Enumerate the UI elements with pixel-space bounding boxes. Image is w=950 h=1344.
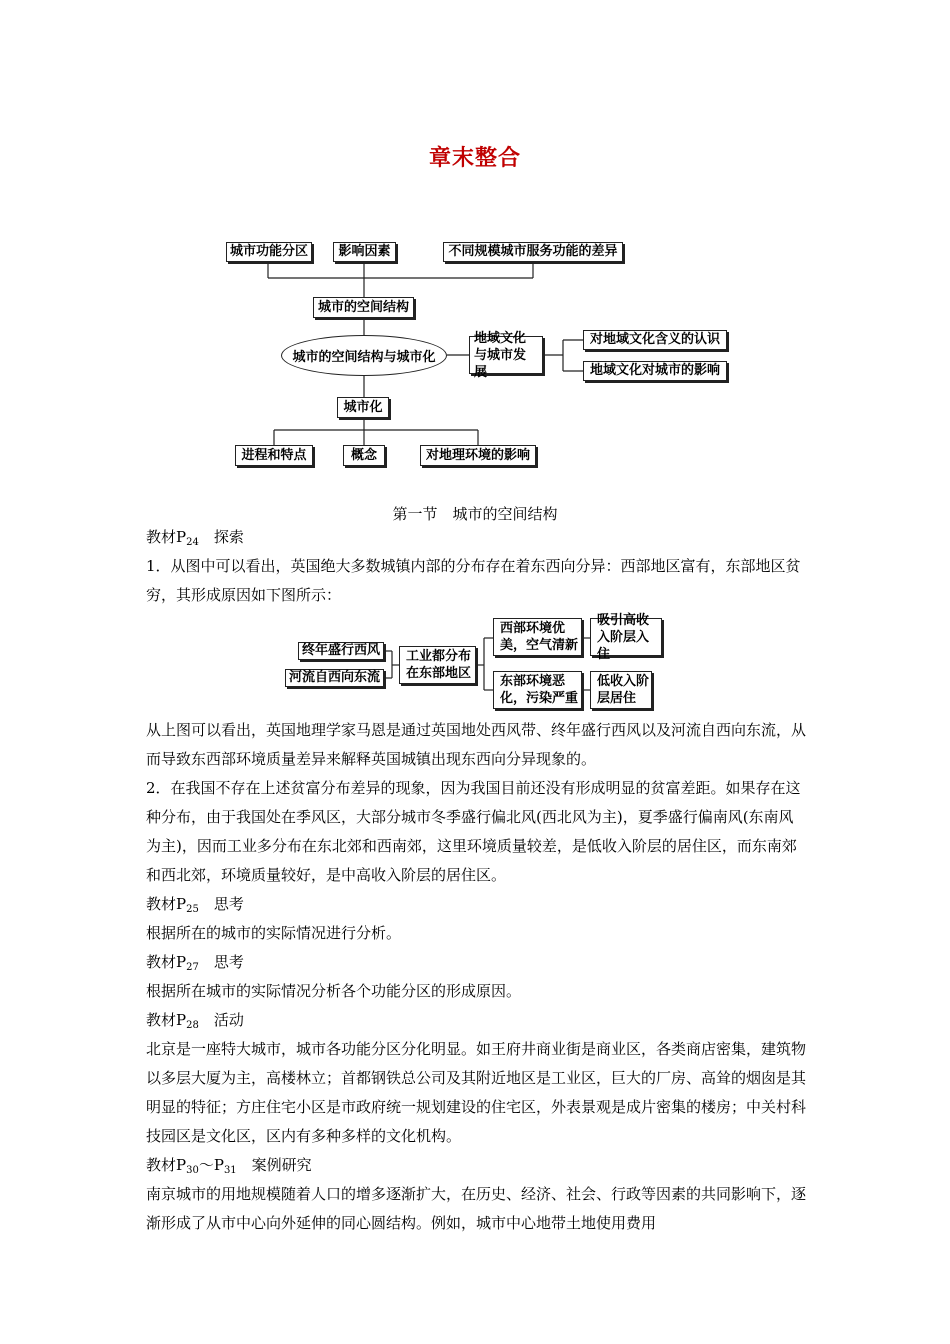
paragraph-5: 根据所在城市的实际情况分析各个功能分区的形成原因。 [146, 982, 522, 1000]
textbook-ref-p27: 教材$P_{27}$ 思考 [146, 953, 244, 973]
node-process: 进程和特点 [235, 445, 313, 466]
paragraph-2: 从上图可以看出，英国地理学家马恩是通过英国地处西风带、终年盛行西风以及河流自西向东流，从而导致东西部环境质量差异来解释英国城镇出现东西向分异现象的。 [146, 721, 807, 768]
section-title: 第一节 城市的空间结构 [392, 505, 558, 523]
flow-west-env: 西部环境优美，空气清新 [493, 618, 582, 656]
node-function-zones: 城市功能分区 [226, 242, 312, 262]
node-factors: 影响因素 [333, 242, 396, 262]
node-culture-meaning: 对地域文化含义的认识 [583, 330, 727, 350]
node-culture-impact: 地域文化对城市的影响 [583, 361, 727, 381]
flow-high-income: 吸引高收入阶层入住 [590, 618, 662, 656]
flow-river: 河流自西向东流 [285, 669, 384, 687]
node-urbanization: 城市化 [337, 397, 389, 418]
textbook-ref-p28: 教材$P_{28}$ 活动 [146, 1011, 244, 1031]
node-regional-culture: 地域文化与城市发展 [469, 336, 543, 374]
flow-westerly: 终年盛行西风 [298, 642, 384, 660]
node-service-differences: 不同规模城市服务功能的差异 [443, 242, 623, 262]
paragraph-4: 根据所在的城市的实际情况进行分析。 [146, 924, 402, 942]
textbook-ref-p30-31: 教材$P_{30}\sim P_{31}$ 案例研究 [146, 1156, 312, 1176]
flow-industry-east: 工业都分布在东部地区 [399, 646, 476, 684]
textbook-ref-p25: 教材$P_{25}$ 思考 [146, 895, 244, 915]
textbook-ref-p24: 教材$P_{24}$ 探索 [146, 528, 244, 548]
paragraph-3: 2．在我国不存在上述贫富分布差异的现象，因为我国目前还没有形成明显的贫富差距。如果存在这种分布，由于我国处在季风区，大部分城市冬季盛行偏北风(西北风为主)，夏季盛行偏南风(东南风为主)，因而工业多分布在东北郊和西南郊，这里环境质量较差，是低收入阶层的居住区，而东南郊和西北郊，环境质量较好，是中高收入阶层的居住区。 [146, 779, 801, 884]
node-concept: 概念 [343, 445, 385, 466]
node-environment-impact: 对地理环境的影响 [420, 445, 536, 466]
flow-low-income: 低收入阶层居住 [590, 671, 652, 709]
paragraph-6: 北京是一座特大城市，城市各功能分区分化明显。如王府井商业街是商业区，各类商店密集，建筑物以多层大厦为主，高楼林立；首都钢铁总公司及其附近地区是工业区，巨大的厂房、高耸的烟囱是其明显的特征；方庄住宅小区是市政府统一规划建设的住宅区，外表景观是成片密集的楼房；中关村科技园区是文化区，区内有多种多样的文化机构。 [146, 1040, 807, 1145]
node-center-topic: 城市的空间结构与城市化 [281, 335, 447, 376]
node-spatial-structure: 城市的空间结构 [313, 297, 414, 318]
flow-east-env: 东部环境恶化，污染严重 [493, 671, 582, 709]
paragraph-1: 1．从图中可以看出，英国绝大多数城镇内部的分布存在着东西向分异：西部地区富有，东部地区贫穷，其形成原因如下图所示： [146, 557, 801, 604]
page-title: 章末整合 [428, 146, 521, 171]
paragraph-7: 南京城市的用地规模随着人口的增多逐渐扩大，在历史、经济、社会、行政等因素的共同影响下，逐渐形成了从市中心向外延伸的同心圆结构。例如，城市中心地带土地使用费用 [146, 1185, 807, 1232]
